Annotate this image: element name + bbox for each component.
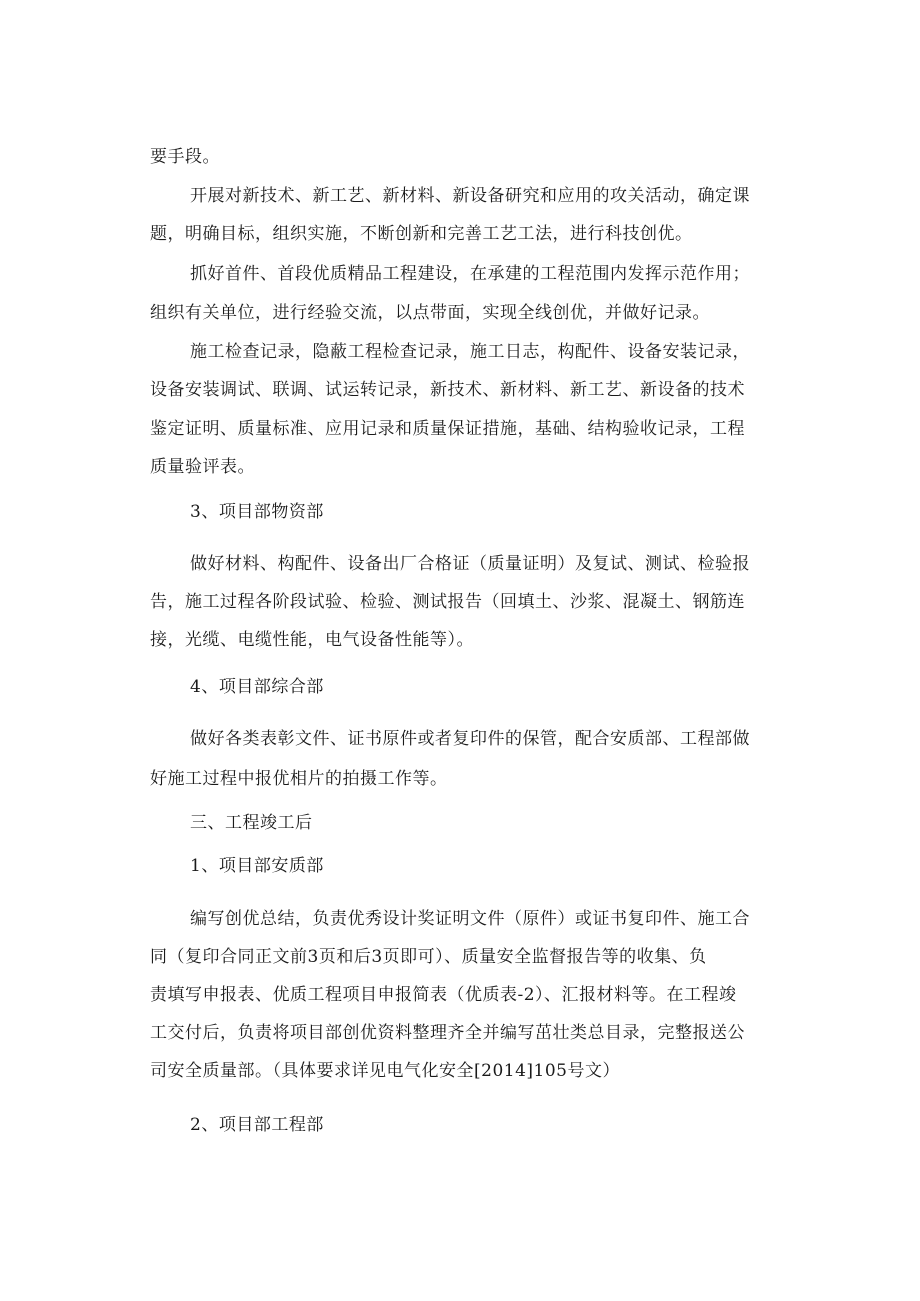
paragraph-line: 组织有关单位，进行经验交流，以点带面，实现全线创优，并做好记录。 — [150, 303, 710, 323]
paragraph-line: 设备安装调试、联调、试运转记录，新技术、新材料、新工艺、新设备的技术 — [150, 380, 745, 400]
paragraph-line: 质量验评表。 — [150, 457, 255, 477]
paragraph-line: 司安全质量部。（具体要求详见电气化安全[2014]105号文） — [150, 1061, 620, 1081]
paragraph-line: 工交付后，负责将项目部创优资料整理齐全并编写茁壮类总目录，完整报送公 — [150, 1023, 745, 1043]
paragraph-line: 编写创优总结，负责优秀设计奖证明文件（原件）或证书复印件、施工合 — [190, 909, 750, 929]
paragraph-line: 施工检查记录，隐蔽工程检查记录，施工日志，构配件、设备安装记录， — [190, 342, 750, 362]
paragraph-line: 鉴定证明、质量标准、应用记录和质量保证措施，基础、结构验收记录，工程 — [150, 419, 745, 439]
paragraph-line: 做好材料、构配件、设备出厂合格证（质量证明）及复试、测试、检验报 — [190, 554, 750, 574]
paragraph-line: 责填写申报表、优质工程项目申报简表（优质表-2）、汇报材料等。在工程竣 — [150, 985, 737, 1005]
section-heading: 3、项目部物资部 — [190, 502, 324, 522]
section-heading: 4、项目部综合部 — [190, 677, 324, 697]
paragraph-line: 抓好首件、首段优质精品工程建设，在承建的工程范围内发挥示范作用； — [190, 264, 750, 284]
paragraph-line: 告，施工过程各阶段试验、检验、测试报告（回填土、沙浆、混凝土、钢筋连 — [150, 592, 745, 612]
paragraph-continuation: 要手段。 — [150, 147, 220, 167]
chapter-heading: 三、工程竣工后 — [190, 813, 313, 833]
paragraph-line: 同（复印合同正文前3页和后3页即可）、质量安全监督报告等的收集、负 — [150, 947, 707, 967]
paragraph-line: 做好各类表彰文件、证书原件或者复印件的保管，配合安质部、工程部做 — [190, 729, 750, 749]
section-heading: 2、项目部工程部 — [190, 1115, 324, 1135]
paragraph-line: 题，明确目标，组织实施，不断创新和完善工艺工法，进行科技创优。 — [150, 224, 693, 244]
paragraph-line: 接，光缆、电缆性能，电气设备性能等）。 — [150, 630, 474, 650]
section-heading: 1、项目部安质部 — [190, 856, 324, 876]
paragraph-line: 好施工过程中报优相片的拍摄工作等。 — [150, 769, 448, 789]
paragraph-line: 开展对新技术、新工艺、新材料、新设备研究和应用的攻关活动，确定课 — [190, 186, 750, 206]
